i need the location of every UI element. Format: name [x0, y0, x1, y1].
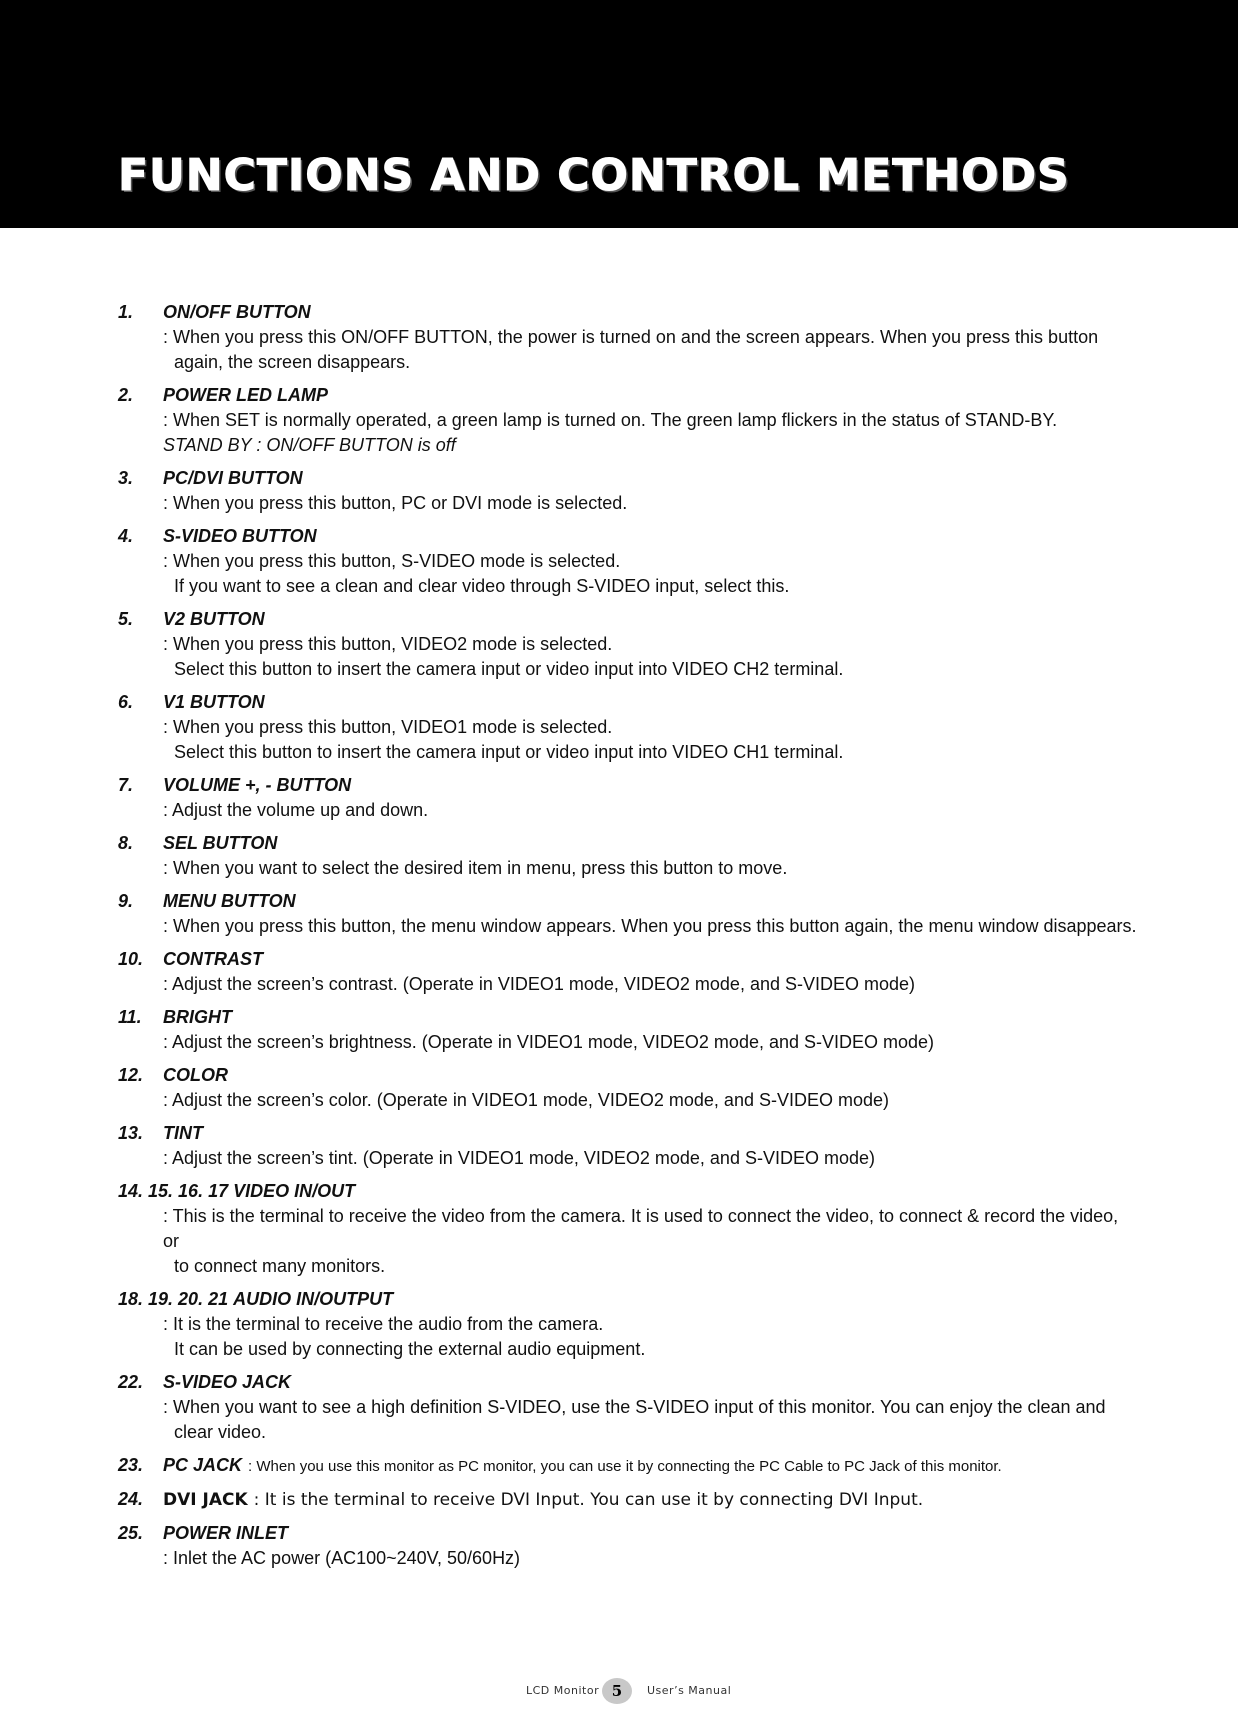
item-title: MENU BUTTON	[163, 891, 296, 911]
page-footer	[0, 1676, 1238, 1704]
list-item	[118, 1063, 1138, 1113]
item-description: Select this button to insert the camera input or video input into VIDEO CH1 terminal.	[174, 742, 844, 762]
item-number: 10.	[118, 949, 144, 969]
item-title: POWER INLET	[163, 1523, 288, 1543]
item-description: : Adjust the volume up and down.	[163, 800, 429, 820]
item-description: : Adjust the screen’s color. (Operate in VIDEO1 mode, VIDEO2 mode, and S-VIDEO mode)	[163, 1090, 890, 1110]
item-description: : Adjust the screen’s contrast. (Operate in VIDEO1 mode, VIDEO2 mode, and S-VIDEO mode)	[163, 974, 916, 994]
item-title: ON/OFF BUTTON	[163, 302, 311, 322]
item-description: : When you press this button, VIDEO1 mode is selected.	[163, 717, 613, 737]
item-title: DVI JACK	[163, 1490, 248, 1510]
item-description: : When you use this monitor as PC monitor, you can use it by connecting the PC Cable to PC Jack of this monitor.	[248, 1458, 1002, 1475]
item-description: It can be used by connecting the external audio equipment.	[174, 1339, 646, 1359]
item-description: : Adjust the screen’s brightness. (Operate in VIDEO1 mode, VIDEO2 mode, and S-VIDEO mode)	[163, 1032, 935, 1052]
item-number: 18. 19. 20. 21	[118, 1289, 229, 1309]
item-title: PC JACK	[163, 1455, 243, 1475]
item-title: POWER LED LAMP	[163, 385, 328, 405]
item-description: : When you press this button, the menu window appears. When you press this button again, the menu window disappears.	[163, 916, 1137, 936]
list-item	[118, 524, 1138, 599]
item-number: 3.	[118, 468, 134, 488]
list-item	[118, 1287, 1138, 1362]
item-title: S-VIDEO JACK	[163, 1372, 292, 1392]
item-number: 5.	[118, 609, 134, 629]
item-title: VIDEO IN/OUT	[233, 1181, 356, 1201]
list-item	[118, 466, 1138, 516]
item-description: clear video.	[174, 1422, 267, 1442]
item-number: 14. 15. 16. 17	[118, 1181, 229, 1201]
item-number: 22.	[118, 1372, 144, 1392]
item-description: : When you press this button, VIDEO2 mode is selected.	[163, 634, 613, 654]
list-item	[118, 947, 1138, 997]
item-description: : When you press this button, S-VIDEO mode is selected.	[163, 551, 621, 571]
item-title: VOLUME +, - BUTTON	[163, 775, 352, 795]
item-title: CONTRAST	[163, 949, 263, 969]
list-item	[118, 690, 1138, 765]
item-title: V2 BUTTON	[163, 609, 265, 629]
item-number: 1.	[118, 302, 134, 322]
item-title: BRIGHT	[163, 1007, 232, 1027]
page-title: FUNCTIONS AND CONTROL METHODS	[118, 150, 1070, 201]
item-description: : It is the terminal to receive the audio from the camera.	[163, 1314, 604, 1334]
list-item	[118, 1370, 1138, 1445]
item-description: : When you want to see a high definition S-VIDEO, use the S-VIDEO input of this monitor. You can enjoy the clean and	[163, 1397, 1106, 1417]
item-description: Select this button to insert the camera input or video input into VIDEO CH2 terminal.	[174, 659, 844, 679]
item-number: 24.	[118, 1489, 144, 1509]
item-number: 13.	[118, 1123, 144, 1143]
header-band	[0, 0, 1238, 228]
function-list	[118, 300, 1138, 1579]
item-description: : It is the terminal to receive DVI Input. You can use it by connecting DVI Input.	[253, 1490, 924, 1510]
item-title: TINT	[163, 1123, 203, 1143]
list-item	[118, 383, 1138, 458]
list-item	[118, 889, 1138, 939]
item-title: SEL BUTTON	[163, 833, 278, 853]
item-title: PC/DVI BUTTON	[163, 468, 303, 488]
item-number: 9.	[118, 891, 134, 911]
list-item-dvi-jack	[118, 1487, 1138, 1513]
item-number: 4.	[118, 526, 134, 546]
item-number: 6.	[118, 692, 134, 712]
list-item	[118, 831, 1138, 881]
list-item	[118, 773, 1138, 823]
item-number: 8.	[118, 833, 134, 853]
item-note: STAND BY : ON/OFF BUTTON is off	[163, 435, 456, 455]
item-description: again, the screen disappears.	[174, 352, 411, 372]
item-description: : When you press this button, PC or DVI mode is selected.	[163, 493, 628, 513]
list-item	[118, 607, 1138, 682]
item-title: S-VIDEO BUTTON	[163, 526, 317, 546]
list-item	[118, 300, 1138, 375]
page-number: 5	[602, 1678, 632, 1704]
item-description: : When you press this ON/OFF BUTTON, the power is turned on and the screen appears. When you press this button	[163, 327, 1099, 347]
list-item	[118, 1005, 1138, 1055]
item-description: to connect many monitors.	[174, 1256, 386, 1276]
item-number: 25.	[118, 1523, 144, 1543]
list-item-pc-jack	[118, 1453, 1138, 1479]
item-number: 11.	[118, 1007, 142, 1027]
list-item	[118, 1521, 1138, 1571]
item-description: : Adjust the screen’s tint. (Operate in VIDEO1 mode, VIDEO2 mode, and S-VIDEO mode)	[163, 1148, 875, 1168]
item-title: AUDIO IN/OUTPUT	[233, 1289, 394, 1309]
footer-document-name: User’s Manual	[647, 1684, 732, 1697]
item-number: 12.	[118, 1065, 144, 1085]
item-description: : When SET is normally operated, a green lamp is turned on. The green lamp flickers in the status of STAND-BY.	[163, 410, 1058, 430]
item-description: : Inlet the AC power (AC100~240V, 50/60Hz)	[163, 1548, 521, 1568]
list-item	[118, 1179, 1138, 1279]
item-description: : This is the terminal to receive the video from the camera. It is used to connect the video, to connect & record the video, or	[163, 1206, 1119, 1251]
item-number: 23.	[118, 1455, 144, 1475]
item-number: 2.	[118, 385, 134, 405]
item-description: : When you want to select the desired item in menu, press this button to move.	[163, 858, 788, 878]
item-title: V1 BUTTON	[163, 692, 265, 712]
item-title: COLOR	[163, 1065, 228, 1085]
list-item	[118, 1121, 1138, 1171]
item-number: 7.	[118, 775, 134, 795]
item-description: If you want to see a clean and clear video through S-VIDEO input, select this.	[174, 576, 790, 596]
footer-product-name: LCD Monitor	[526, 1684, 600, 1697]
